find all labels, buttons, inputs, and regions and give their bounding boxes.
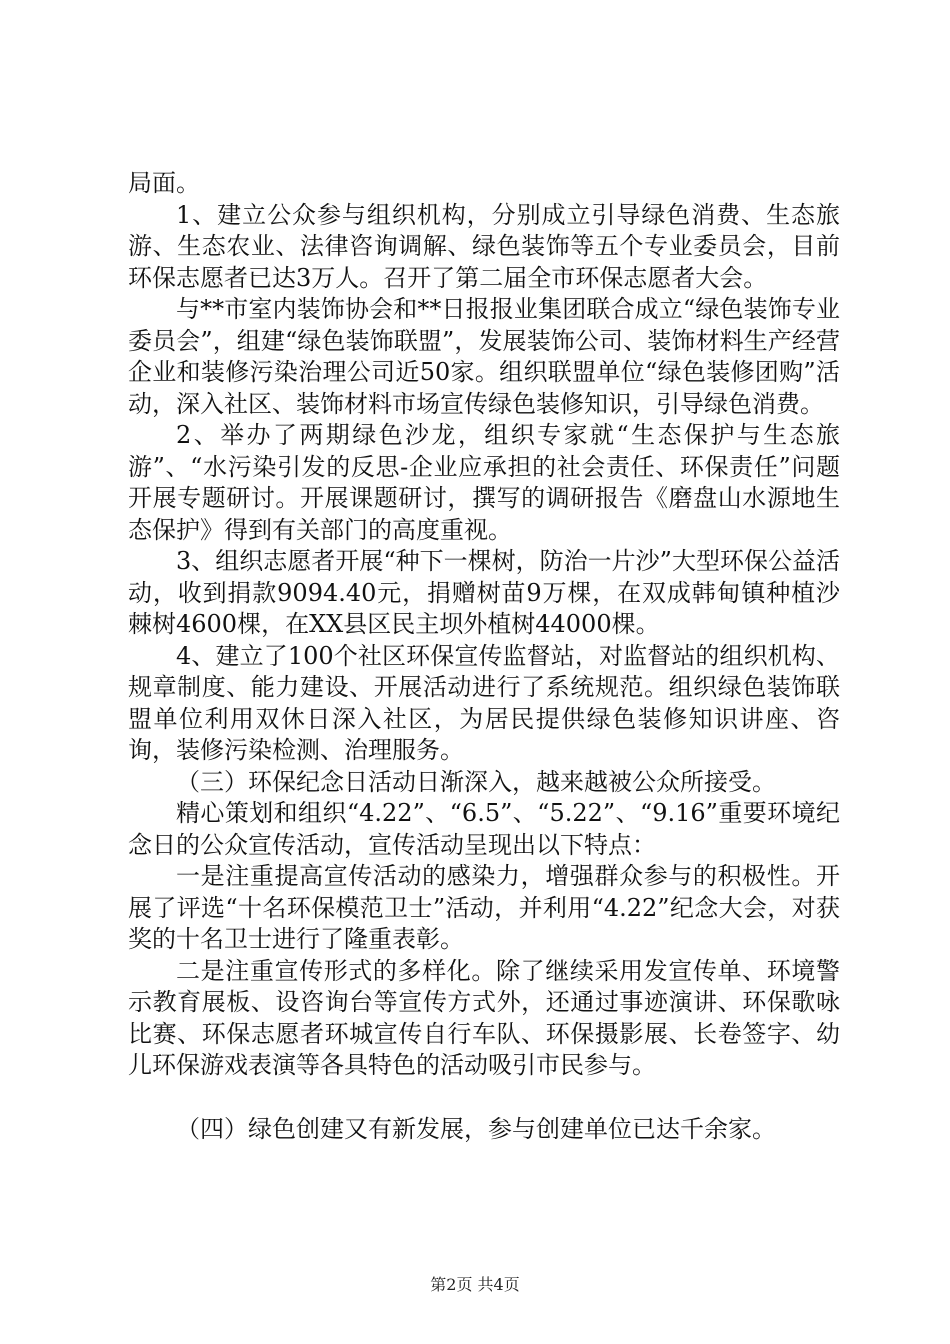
paragraph-commemoration: 精心策划和组织“4.22”、“6.5”、“5.22”、“9.16”重要环境纪念日的公众宣传活动，宣传活动呈现出以下特点： (128, 799, 840, 859)
paragraph-feature-2: 二是注重宣传形式的多样化。除了继续采用发宣传单、环境警示教育展板、设咨询台等宣传方式外，还通过事迹演讲、环保歌咏比赛、环保志愿者环城宣传自行车队、环保摄影展、长卷签字、幼儿环保游戏表演等各具特色的活动吸引市民参与。 (128, 956, 840, 1079)
paragraph-item-2: 2、举办了两期绿色沙龙，组织专家就“生态保护与生态旅游”、“水污染引发的反思-企业应承担的社会责任、环保责任”问题开展专题研讨。开展课题研讨，撰写的调研报告《磨盘山水源地生态保护》得到有关部门的高度重视。 (128, 421, 840, 544)
paragraph-feature-1: 一是注重提高宣传活动的感染力，增强群众参与的积极性。开展了评选“十名环保模范卫士”活动，并利用“4.22”纪念大会，对获奖的十名卫士进行了隆重表彰。 (128, 862, 840, 953)
section-heading-4: （四）绿色创建又有新发展，参与创建单位已达千余家。 (176, 1114, 776, 1143)
paragraph-item-1: 1、建立公众参与组织机构，分别成立引导绿色消费、生态旅游、生态农业、法律咨询调解、绿色装饰等五个专业委员会，目前环保志愿者已达3万人。召开了第二届全市环保志愿者大会。 (128, 200, 840, 292)
page-footer: 第2页 共4页 (430, 1275, 520, 1294)
section-heading-3: （三）环保纪念日活动日渐深入，越来越被公众所接受。 (176, 767, 776, 796)
document-body (128, 168, 840, 1145)
paragraph-continuation: 局面。 (128, 169, 200, 197)
paragraph-decoration-alliance: 与**市室内装饰协会和**日报报业集团联合成立“绿色装饰专业委员会”，组建“绿色装饰联盟”，发展装饰公司、装饰材料生产经营企业和装修污染治理公司近50家。组织联盟单位“绿色装修团购”活动，深入社区、装饰材料市场宣传绿色装修知识，引导绿色消费。 (128, 295, 840, 418)
paragraph-item-3: 3、组织志愿者开展“种下一棵树，防治一片沙”大型环保公益活动，收到捐款9094.40元，捐赠树苗9万棵，在双成韩甸镇种植沙棘树4600棵，在XX县区民主坝外植树44000棵。 (128, 547, 840, 638)
paragraph-item-4: 4、建立了100个社区环保宣传监督站，对监督站的组织机构、规章制度、能力建设、开展活动进行了系统规范。组织绿色装饰联盟单位利用双休日深入社区，为居民提供绿色装修知识讲座、咨询，装修污染检测、治理服务。 (128, 641, 840, 764)
